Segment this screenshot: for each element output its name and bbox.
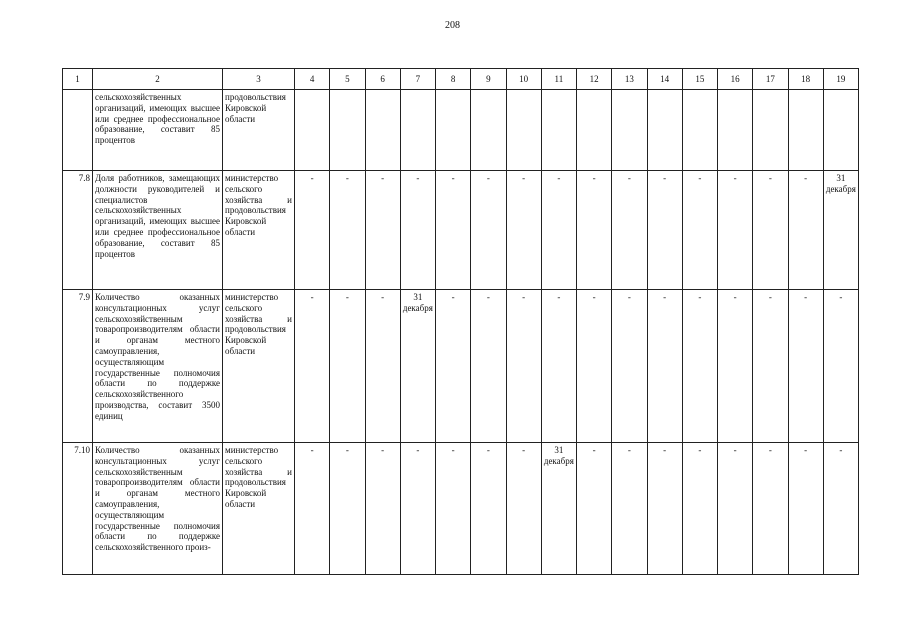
column-header-5: 5 xyxy=(330,69,365,90)
row-number: 7.8 xyxy=(63,171,93,290)
period-cell xyxy=(753,90,788,171)
period-cell: - xyxy=(295,290,330,443)
period-cell: - xyxy=(436,171,471,290)
period-cell: - xyxy=(788,171,823,290)
period-cell: - xyxy=(753,171,788,290)
indicator-description: сельскохозяйственных организаций, имеющих высшее или среднее профессиональное образование, составит 85 процентов xyxy=(93,90,223,171)
period-cell: - xyxy=(823,290,858,443)
column-header-12: 12 xyxy=(577,69,612,90)
period-cell xyxy=(577,90,612,171)
column-header-2: 2 xyxy=(93,69,223,90)
period-cell xyxy=(682,90,717,171)
period-cell: - xyxy=(436,443,471,575)
period-cell: - xyxy=(365,171,400,290)
table-row xyxy=(63,171,859,290)
schedule-table-body xyxy=(63,69,859,575)
period-cell: - xyxy=(541,171,576,290)
period-cell: - xyxy=(436,290,471,443)
header-row xyxy=(63,69,859,90)
column-header-6: 6 xyxy=(365,69,400,90)
period-cell xyxy=(506,90,541,171)
period-cell: - xyxy=(647,443,682,575)
period-cell: - xyxy=(541,290,576,443)
period-cell: - xyxy=(506,290,541,443)
period-cell xyxy=(471,90,506,171)
period-cell: - xyxy=(506,443,541,575)
column-header-3: 3 xyxy=(223,69,295,90)
period-cell xyxy=(330,90,365,171)
period-cell: - xyxy=(647,290,682,443)
row-number xyxy=(63,90,93,171)
period-cell: - xyxy=(577,443,612,575)
period-cell: - xyxy=(577,290,612,443)
period-cell xyxy=(788,90,823,171)
column-header-1: 1 xyxy=(63,69,93,90)
period-cell: - xyxy=(365,443,400,575)
column-header-8: 8 xyxy=(436,69,471,90)
column-header-7: 7 xyxy=(400,69,435,90)
responsible-executor: министерство сельского хозяйства и продовольствия Кировской области xyxy=(223,171,295,290)
period-cell: - xyxy=(471,290,506,443)
column-header-17: 17 xyxy=(753,69,788,90)
period-cell: - xyxy=(471,443,506,575)
period-cell: - xyxy=(295,171,330,290)
period-cell: 31 декабря xyxy=(400,290,435,443)
period-cell xyxy=(823,90,858,171)
indicator-description: Количество оказанных консультационных услуг сельскохозяйственным товаропроизводителям области и органам местного самоуправления, осуществляющим государственные полномочия области по поддержке сельскохозяйственного производства, составит 3500 единиц xyxy=(93,290,223,443)
period-cell xyxy=(295,90,330,171)
period-cell xyxy=(365,90,400,171)
column-header-9: 9 xyxy=(471,69,506,90)
schedule-table xyxy=(62,68,859,575)
period-cell xyxy=(647,90,682,171)
period-cell xyxy=(718,90,753,171)
table-row xyxy=(63,90,859,171)
responsible-executor: продовольствия Кировской области xyxy=(223,90,295,171)
period-cell: - xyxy=(788,443,823,575)
period-cell: - xyxy=(682,443,717,575)
period-cell: - xyxy=(400,443,435,575)
column-header-13: 13 xyxy=(612,69,647,90)
period-cell: - xyxy=(400,171,435,290)
period-cell: - xyxy=(330,290,365,443)
period-cell xyxy=(612,90,647,171)
period-cell: - xyxy=(577,171,612,290)
period-cell: - xyxy=(330,443,365,575)
column-header-11: 11 xyxy=(541,69,576,90)
column-header-18: 18 xyxy=(788,69,823,90)
column-header-16: 16 xyxy=(718,69,753,90)
period-cell: - xyxy=(612,443,647,575)
period-cell: - xyxy=(612,290,647,443)
period-cell: - xyxy=(471,171,506,290)
period-cell: - xyxy=(788,290,823,443)
period-cell: - xyxy=(330,171,365,290)
period-cell: - xyxy=(753,443,788,575)
period-cell: - xyxy=(753,290,788,443)
period-cell: - xyxy=(365,290,400,443)
responsible-executor: министерство сельского хозяйства и продовольствия Кировской области xyxy=(223,290,295,443)
page-number: 208 xyxy=(445,20,460,31)
period-cell: 31 декабря xyxy=(823,171,858,290)
indicator-description: Доля работников, замещающих должности руководителей и специалистов сельскохозяйственных организаций, имеющих высшее или среднее профессиональное образование, составит 85 процентов xyxy=(93,171,223,290)
period-cell: - xyxy=(718,171,753,290)
period-cell: - xyxy=(682,290,717,443)
column-header-19: 19 xyxy=(823,69,858,90)
period-cell: - xyxy=(718,290,753,443)
period-cell: - xyxy=(506,171,541,290)
period-cell: - xyxy=(682,171,717,290)
period-cell: - xyxy=(823,443,858,575)
column-header-4: 4 xyxy=(295,69,330,90)
period-cell xyxy=(541,90,576,171)
row-number: 7.10 xyxy=(63,443,93,575)
table-row xyxy=(63,443,859,575)
period-cell: - xyxy=(295,443,330,575)
period-cell: - xyxy=(718,443,753,575)
column-header-15: 15 xyxy=(682,69,717,90)
period-cell: 31 декабря xyxy=(541,443,576,575)
row-number: 7.9 xyxy=(63,290,93,443)
table-row xyxy=(63,290,859,443)
responsible-executor: министерство сельского хозяйства и продовольствия Кировской области xyxy=(223,443,295,575)
column-header-14: 14 xyxy=(647,69,682,90)
period-cell xyxy=(436,90,471,171)
column-header-10: 10 xyxy=(506,69,541,90)
period-cell: - xyxy=(647,171,682,290)
period-cell xyxy=(400,90,435,171)
indicator-description: Количество оказанных консультационных услуг сельскохозяйственным товаропроизводителям области и органам местного самоуправления, осуществляющим государственные полномочия области по поддержке сельскохозяйственного произ- xyxy=(93,443,223,575)
period-cell: - xyxy=(612,171,647,290)
